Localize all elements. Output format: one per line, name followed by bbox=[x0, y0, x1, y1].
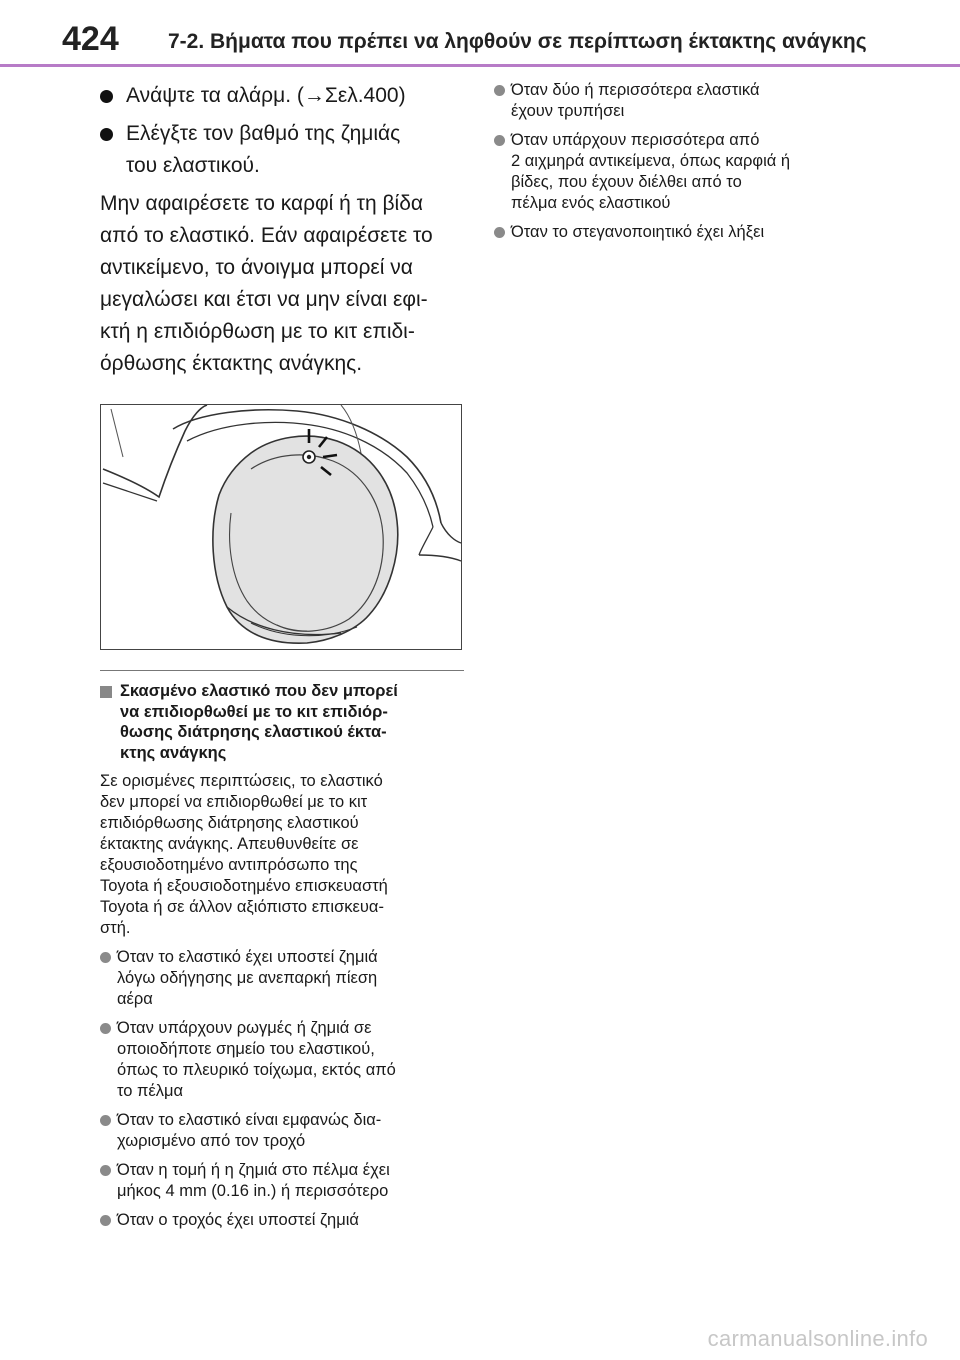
condition-text: Όταν το στεγανοποιητικό έχει λήξει bbox=[511, 223, 765, 241]
section-title: 7-2. Βήματα που πρέπει να ληφθούν σε περίπτωση έκτακτης ανάγκης bbox=[168, 30, 867, 53]
right-column bbox=[494, 80, 894, 243]
dealer-advice-paragraph: Σε ορισμένες περιπτώσεις, το ελαστικό δεν μπορεί να επιδιορθωθεί με το κιτ επιδιόρθωσης διάτρησης ελαστικού έκτακτης ανάγκης. Απευθυνθείτε σε εξουσιοδοτημένο αντιπρόσωπο της Toyota ή εξουσιοδοτημένο επισκευαστή Toyota ή σε άλλον αξιόπιστο επισκευα- στή. bbox=[100, 772, 388, 937]
bullet-icon bbox=[494, 85, 505, 96]
condition-text: Όταν υπάρχουν περισσότερα από 2 αιχμηρά αντικείμενα, όπως καρφιά ή βίδες, που έχουν διέλθει από το πέλμα ενός ελαστικού bbox=[511, 131, 791, 212]
list-item bbox=[100, 118, 470, 182]
bullet-icon bbox=[100, 1165, 111, 1176]
tire-illustration bbox=[100, 404, 462, 650]
list-item bbox=[100, 80, 470, 112]
nail-warning-paragraph: Μην αφαιρέσετε το καρφί ή τη βίδα από το ελαστικό. Εάν αφαιρέσετε το αντικείμενο, το άνοιγμα μπορεί να μεγαλώσει και έτσι να μην είναι εφι- κτή η επιδιόρθωση με το κιτ επιδι- όρθωσης έκτακτης ανάγκης. bbox=[100, 192, 433, 375]
condition-text: Όταν η τομή ή η ζημιά στο πέλμα έχει μήκος 4 mm (0.16 in.) ή περισσότερο bbox=[117, 1161, 390, 1200]
bullet-icon bbox=[494, 135, 505, 146]
left-column bbox=[100, 80, 470, 1231]
bullet-icon bbox=[100, 952, 111, 963]
check-damage-step: Ελέγξτε τον βαθμό της ζημιάς του ελαστικού. bbox=[126, 122, 401, 177]
condition-text: Όταν υπάρχουν ρωγμές ή ζημιά σε οποιοδήποτε σημείο του ελαστικού, όπως το πλευρικό τοίχωμα, εκτός από το πέλμα bbox=[117, 1019, 396, 1100]
header-rule bbox=[0, 64, 960, 67]
bullet-icon bbox=[100, 1023, 111, 1034]
list-item bbox=[494, 130, 894, 214]
bullet-icon bbox=[100, 90, 113, 103]
list-item bbox=[100, 1160, 470, 1202]
condition-text: Όταν δύο ή περισσότερα ελαστικά έχουν τρυπήσει bbox=[511, 81, 760, 120]
subsection-heading bbox=[100, 681, 470, 763]
list-item bbox=[494, 80, 894, 122]
list-item bbox=[100, 1018, 470, 1102]
bullet-icon bbox=[494, 227, 505, 238]
bullet-icon bbox=[100, 1215, 111, 1226]
punctured-tire-drawing bbox=[101, 405, 463, 651]
list-item bbox=[100, 1210, 470, 1231]
divider bbox=[100, 670, 464, 671]
bullet-icon bbox=[100, 1115, 111, 1126]
condition-text: Όταν το ελαστικό έχει υποστεί ζημιά λόγω οδήγησης με ανεπαρκή πίεση αέρα bbox=[117, 948, 378, 1008]
list-item bbox=[494, 222, 894, 243]
condition-text: Όταν το ελαστικό είναι εμφανώς δια- χωρισμένο από τον τροχό bbox=[117, 1111, 382, 1150]
bullet-icon bbox=[100, 128, 113, 141]
condition-text: Όταν ο τροχός έχει υποστεί ζημιά bbox=[117, 1211, 359, 1229]
page-number: 424 bbox=[62, 20, 119, 58]
hazard-lights-step: Ανάψτε τα αλάρμ. (→Σελ.400) bbox=[126, 84, 406, 107]
list-item bbox=[100, 1110, 470, 1152]
subsection-heading-text: Σκασμένο ελαστικό που δεν μπορεί να επιδιορθωθεί με το κιτ επιδιόρ- θωσης διάτρησης ελαστικού έκτα- κτης ανάγκης bbox=[120, 682, 398, 762]
watermark: carmanualsonline.info bbox=[707, 1326, 928, 1351]
square-bullet-icon bbox=[100, 686, 112, 698]
list-item bbox=[100, 947, 470, 1010]
